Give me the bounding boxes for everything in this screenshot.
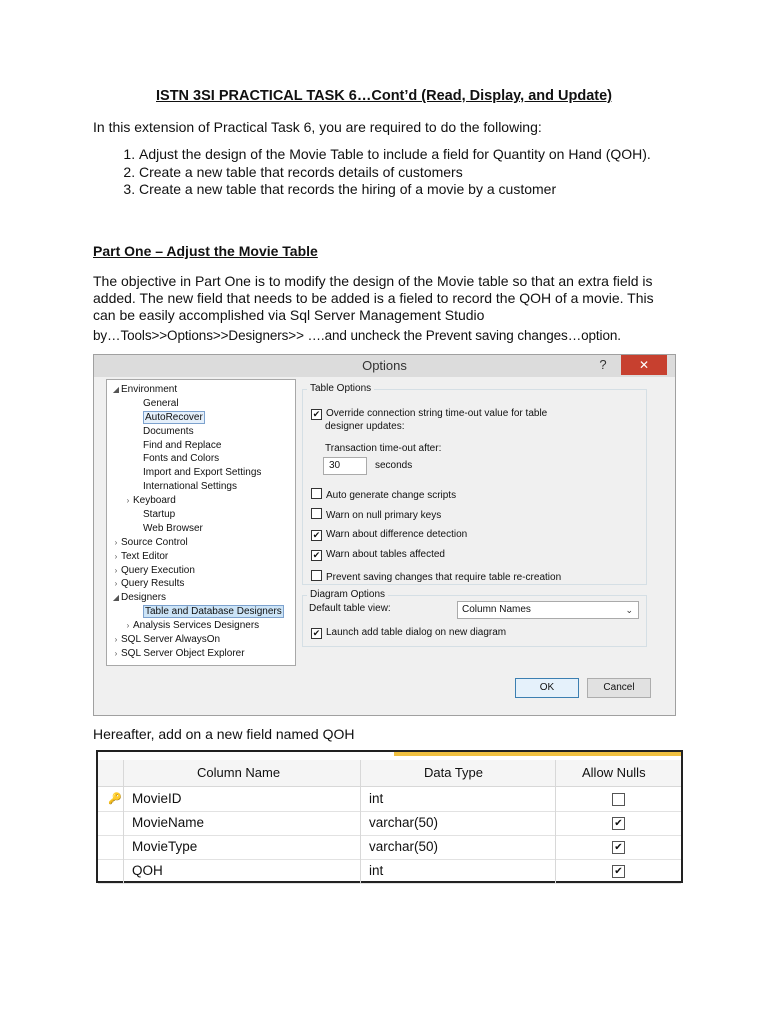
help-button[interactable]: ? [599,357,607,372]
grid-header [98,760,681,787]
expanded-arrow-icon[interactable]: ◢ [112,385,120,394]
override-option[interactable] [311,408,547,420]
option-checkbox[interactable]: ✔ [312,530,321,540]
tree-item-import-and-export-settings[interactable] [107,466,295,480]
tree-item-label: AutoRecover [145,411,203,423]
task-item: 2. Create a new table that records details of customers [139,164,719,182]
collapsed-arrow-icon[interactable]: › [114,579,118,589]
launch-checkbox[interactable]: ✔ [312,628,321,638]
option-checkbox[interactable] [311,570,322,581]
collapsed-arrow-icon[interactable]: › [114,537,118,547]
tree-item-query-results[interactable] [107,577,295,591]
default-view-value: Column Names [462,604,531,615]
collapsed-arrow-icon[interactable]: › [126,496,130,506]
tree-item-label: Environment [121,384,178,395]
data-type-cell[interactable]: varchar(50) [369,839,439,854]
table-row[interactable] [98,811,681,836]
option-label: Warn about tables affected [326,549,445,560]
tree-item-web-browser[interactable] [107,522,295,536]
tree-item-label: Analysis Services Designers [133,620,260,632]
launch-label: Launch add table dialog on new diagram [326,627,507,638]
tree-item-label: Query Results [121,578,185,590]
diagram-options-group [302,589,647,647]
tree-item-label: Startup [143,509,176,521]
allow-nulls-checkbox[interactable] [612,793,625,806]
ok-button[interactable]: OK [515,678,579,698]
option-label: Warn on null primary keys [326,510,442,521]
option-prevent-saving[interactable] [311,570,561,583]
column-name-cell[interactable]: QOH [132,863,163,878]
tree-item-label: Table and Database Designers [145,606,282,618]
tree-item-label: Import and Export Settings [143,467,262,479]
data-type-cell[interactable]: varchar(50) [369,815,439,830]
dialog-title: Options [94,355,675,377]
tree-item-label: Source Control [121,536,188,548]
grid-topbar [98,752,681,757]
option-label: Auto generate change scripts [326,490,457,501]
column-name-cell[interactable]: MovieType [132,839,198,854]
part-one-heading: Part One – Adjust the Movie Table [93,243,318,259]
page-title: ISTN 3SI PRACTICAL TASK 6…Cont’d (Read, Display, and Update) [156,88,612,104]
tree-item-documents[interactable] [107,425,295,439]
collapsed-arrow-icon[interactable]: › [114,565,118,575]
tree-item-text-editor[interactable] [107,550,295,564]
tree-item-query-execution[interactable] [107,564,295,578]
table-options-group [302,383,647,585]
intro-paragraph: In this extension of Practical Task 6, you are required to do the following: [93,119,542,135]
override-checkbox[interactable]: ✔ [312,409,321,419]
option-checkbox[interactable] [311,508,322,519]
timeout-label: Transaction time-out after: [325,443,442,454]
option-warn-difference[interactable] [311,529,467,541]
close-button[interactable]: ✕ [621,355,667,375]
allow-nulls-checkbox[interactable]: ✔ [612,865,625,878]
option-warn-tables[interactable] [311,549,445,561]
allow-nulls-checkbox[interactable]: ✔ [612,817,625,830]
launch-option[interactable] [311,627,506,639]
collapsed-arrow-icon[interactable]: › [114,648,118,658]
options-tree[interactable] [106,379,296,666]
allow-nulls-checkbox[interactable]: ✔ [612,841,625,854]
task-item: 1. Adjust the design of the Movie Table to include a field for Quantity on Hand (QOH). [139,146,719,164]
tree-item-label: Find and Replace [143,439,222,451]
tree-item-table-and-database-designers[interactable] [107,605,295,619]
collapsed-arrow-icon[interactable]: › [114,635,118,645]
tree-item-sql-server-object-explorer[interactable] [107,647,295,661]
option-checkbox[interactable]: ✔ [312,550,321,560]
tree-item-international-settings[interactable] [107,480,295,494]
tree-item-label: General [143,397,179,409]
default-view-label: Default table view: [309,603,391,614]
diagram-options-label: Diagram Options [307,589,388,600]
header-column-name: Column Name [197,765,281,780]
chevron-down-icon: ⌄ [625,605,633,615]
collapsed-arrow-icon[interactable]: › [126,621,130,631]
tree-item-autorecover[interactable] [107,411,295,425]
tools-instruction: by…Tools>>Options>>Designers>> ….and uncheck the Prevent saving changes…option. [93,328,621,343]
option-label: Warn about difference detection [326,529,468,540]
options-dialog [93,354,676,716]
timeout-unit: seconds [375,460,413,471]
option-label: Prevent saving changes that require table re-creation [326,572,562,583]
tree-item-label: Web Browser [143,522,203,534]
tree-item-label: Designers [121,592,167,604]
tree-item-startup[interactable] [107,508,295,522]
tree-item-label: International Settings [143,481,237,493]
tree-item-find-and-replace[interactable] [107,439,295,453]
tree-item-label: Documents [143,425,194,437]
column-grid [96,750,683,883]
tree-item-source-control[interactable] [107,536,295,550]
data-type-cell[interactable]: int [369,863,384,878]
tree-item-label: Text Editor [121,550,169,562]
table-row[interactable] [98,835,681,860]
override-label-line2: designer updates: [325,421,405,432]
hereafter-paragraph: Hereafter, add on a new field named QOH [93,726,355,742]
default-view-select[interactable] [457,601,639,619]
tree-item-fonts-and-colors[interactable] [107,452,295,466]
tree-item-keyboard[interactable] [107,494,295,508]
data-type-cell[interactable]: int [369,791,384,806]
header-data-type: Data Type [424,765,484,780]
header-allow-nulls: Allow Nulls [582,765,646,780]
column-name-cell[interactable]: MovieName [132,815,205,830]
cancel-button[interactable]: Cancel [587,678,651,698]
table-row[interactable] [98,859,681,884]
override-label: Override connection string time-out value for table [326,408,548,419]
tree-item-label: SQL Server Object Explorer [121,647,245,659]
table-options-label: Table Options [307,383,374,394]
option-warn-null-keys[interactable] [311,508,441,521]
tree-item-label: Fonts and Colors [143,453,220,465]
tree-item-sql-server-alwayson[interactable] [107,633,295,647]
tree-item-label: SQL Server AlwaysOn [121,634,221,646]
timeout-input[interactable]: 30 [323,457,367,475]
task-item: 3. Create a new table that records the hiring of a movie by a customer [139,181,719,199]
objective-paragraph: The objective in Part One is to modify the design of the Movie table so that an extra field is added. The new field that needs to be added is a fieled to record the QOH of a movie. This can be easily accomplished via Sql Server Management Studio [93,273,654,323]
expanded-arrow-icon[interactable]: ◢ [112,593,120,603]
tree-item-general[interactable] [107,397,295,411]
tree-item-designers[interactable] [107,591,295,605]
task-list [93,146,719,199]
tree-item-analysis-services-designers[interactable] [107,619,295,633]
option-auto-generate[interactable] [311,488,456,501]
tree-item-label: Query Execution [121,564,195,576]
primary-key-icon: 🔑 [108,793,122,805]
tree-item-label: Keyboard [133,495,176,507]
collapsed-arrow-icon[interactable]: › [114,551,118,561]
tree-item-environment[interactable] [107,383,295,397]
column-name-cell[interactable]: MovieID [132,791,182,806]
option-checkbox[interactable] [311,488,322,499]
table-row[interactable] [98,787,681,812]
